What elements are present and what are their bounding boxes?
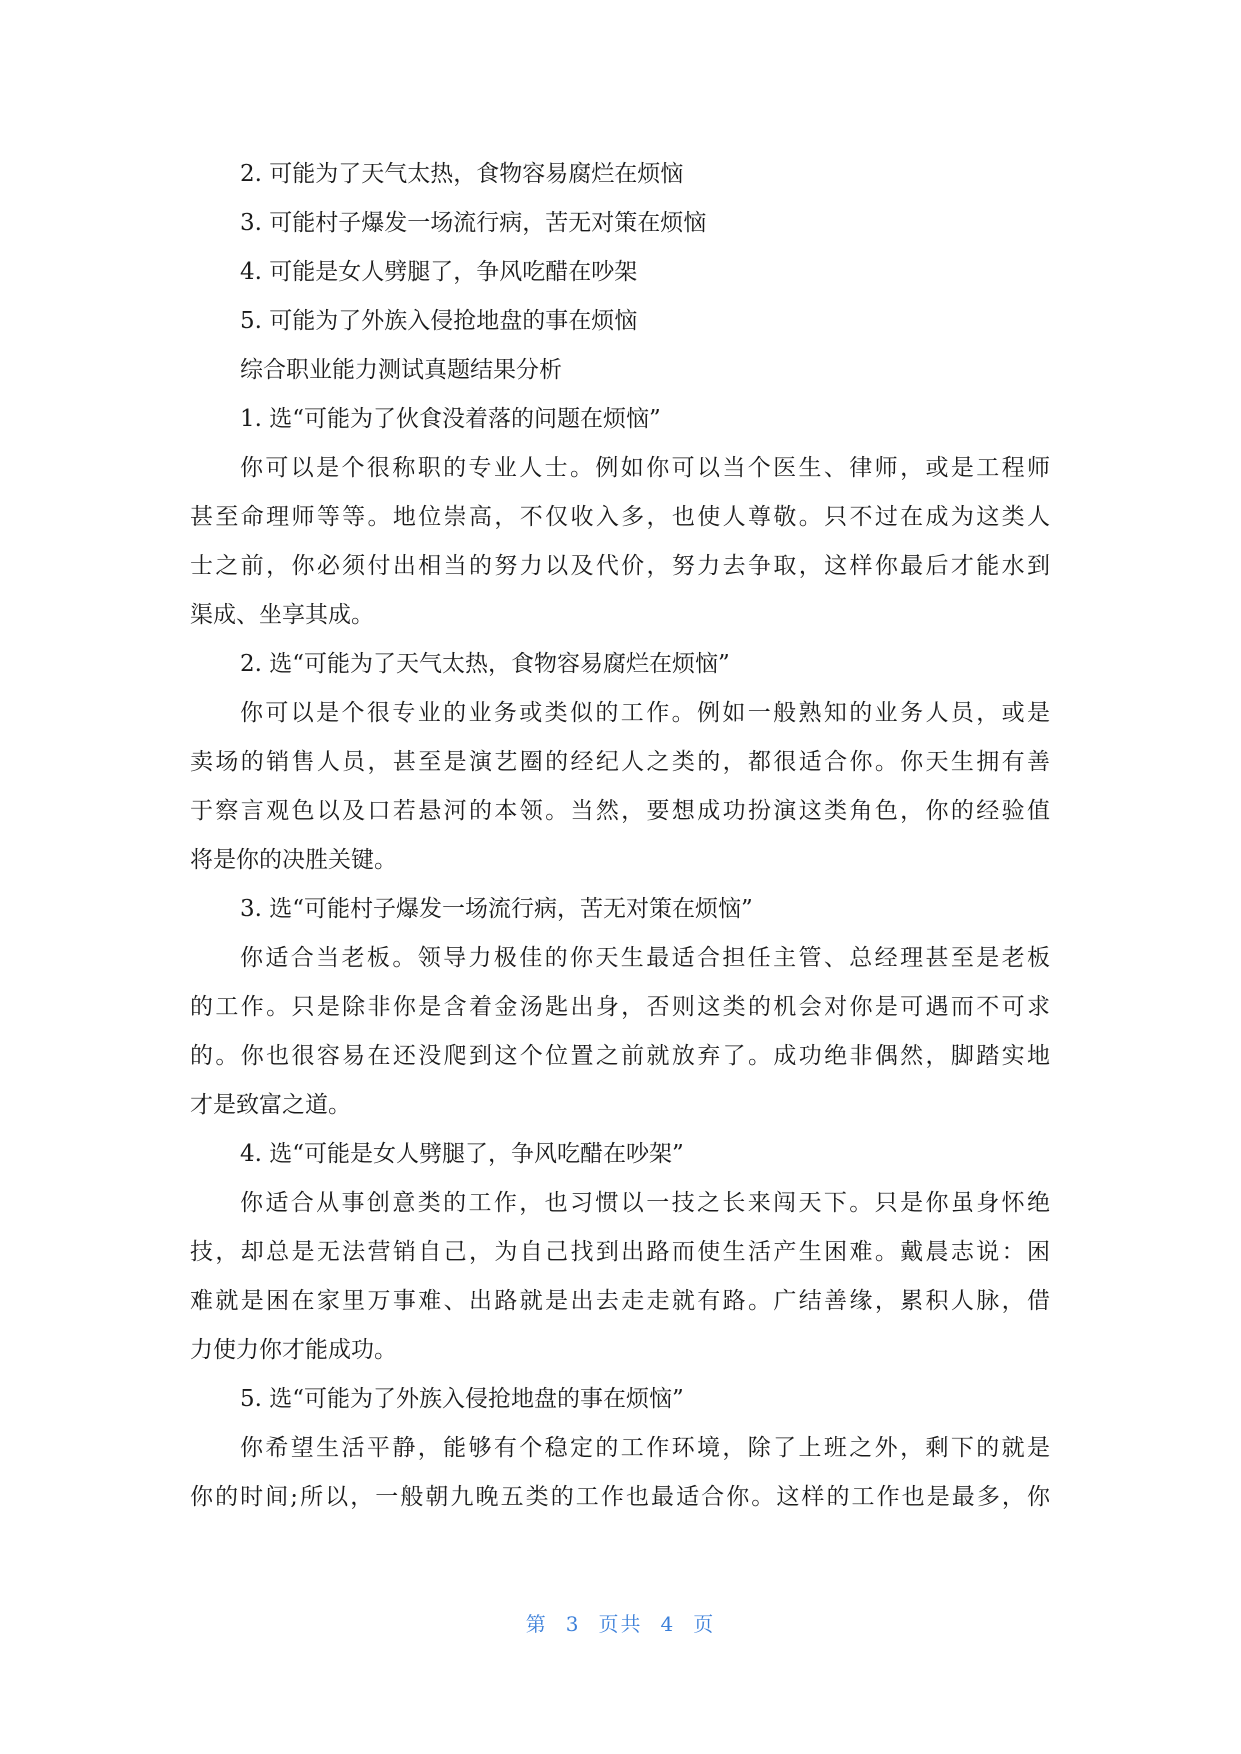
footer-total-pages: 4 [660,1612,676,1636]
result-4-line-4: 力使力你才能成功。 [190,1337,397,1363]
result-4-line-2: 技，却总是无法营销自己，为自己找到出路而使生活产生困难。戴晨志说：困 [190,1239,1050,1265]
result-1-line-3: 士之前，你必须付出相当的努力以及代价，努力去争取，这样你最后才能水到 [190,553,1050,579]
result-1-line-1: 你可以是个很称职的专业人士。例如你可以当个医生、律师，或是工程师 [240,455,1050,481]
result-2-line-4: 将是你的决胜关键。 [190,847,397,873]
option-4: 4. 可能是女人劈腿了，争风吃醋在吵架 [240,259,638,285]
footer-ye: 页 [693,1612,716,1636]
result-1-heading: 1. 选“可能为了伙食没着落的问题在烦恼” [240,406,661,432]
option-5: 5. 可能为了外族入侵抢地盘的事在烦恼 [240,308,638,334]
option-3: 3. 可能村子爆发一场流行病，苦无对策在烦恼 [240,210,707,236]
result-2-line-3: 于察言观色以及口若悬河的本领。当然，要想成功扮演这类角色，你的经验值 [190,798,1050,824]
result-3-line-2: 的工作。只是除非你是含着金汤匙出身，否则这类的机会对你是可遇而不可求 [190,994,1050,1020]
result-4-line-1: 你适合从事创意类的工作，也习惯以一技之长来闯天下。只是你虽身怀绝 [240,1190,1050,1216]
result-5-heading: 5. 选“可能为了外族入侵抢地盘的事在烦恼” [240,1386,684,1412]
result-3-line-3: 的。你也很容易在还没爬到这个位置之前就放弃了。成功绝非偶然，脚踏实地 [190,1043,1050,1069]
result-1-line-4: 渠成、坐享其成。 [190,602,374,628]
section-title: 综合职业能力测试真题结果分析 [240,357,562,383]
result-2-line-2: 卖场的销售人员，甚至是演艺圈的经纪人之类的，都很适合你。你天生拥有善 [190,749,1050,775]
page-footer [0,1608,1241,1637]
option-2: 2. 可能为了天气太热，食物容易腐烂在烦恼 [240,161,684,187]
result-3-heading: 3. 选“可能村子爆发一场流行病，苦无对策在烦恼” [240,896,753,922]
result-3-line-4: 才是致富之道。 [190,1092,351,1118]
result-3-line-1: 你适合当老板。领导力极佳的你天生最适合担任主管、总经理甚至是老板 [240,945,1050,971]
page-content [190,150,1050,1522]
result-5-line-2: 你的时间;所以，一般朝九晚五类的工作也最适合你。这样的工作也是最多，你 [190,1484,1050,1510]
result-2-heading: 2. 选“可能为了天气太热，食物容易腐烂在烦恼” [240,651,730,677]
result-4-line-3: 难就是困在家里万事难、出路就是出去走走就有路。广结善缘，累积人脉，借 [190,1288,1050,1314]
result-4-heading: 4. 选“可能是女人劈腿了，争风吃醋在吵架” [240,1141,684,1167]
result-1-line-2: 甚至命理师等等。地位崇高，不仅收入多，也使人尊敬。只不过在成为这类人 [190,504,1050,530]
result-5-line-1: 你希望生活平静，能够有个稳定的工作环境，除了上班之外，剩下的就是 [240,1435,1050,1461]
footer-di: 第 [525,1612,548,1636]
result-2-line-1: 你可以是个很专业的业务或类似的工作。例如一般熟知的业务人员，或是 [240,700,1050,726]
footer-current-page: 3 [565,1612,581,1636]
footer-ye-gong: 页共 [598,1612,643,1636]
